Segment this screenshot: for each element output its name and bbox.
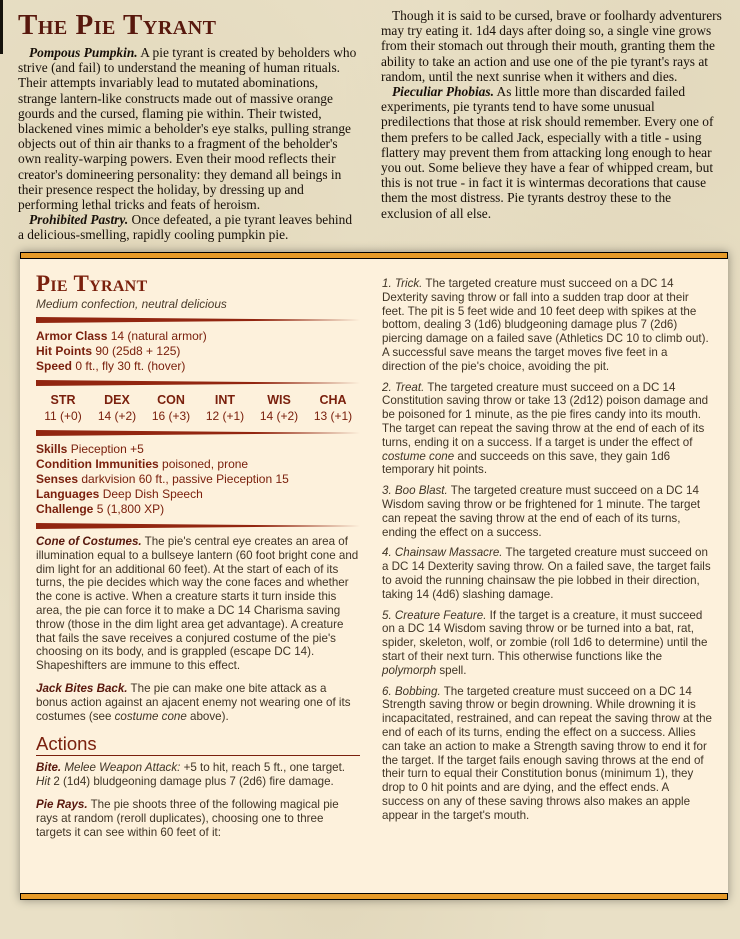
- creature-name: Pie Tyrant: [36, 271, 148, 296]
- challenge-line: Challenge 5 (1,800 XP): [36, 502, 165, 516]
- paragraph-text: As little more than discarded failed experiments, pie tyrants tend to have some unusual predilections that those at risk should remember. Every one of them prefers to be called Jack, especially with a title - using flattery may prevent them from attacking long enough to hear you out. Some believe they have a fear of whipped cream, but this is not true - in fact it is wintermas decorations that cause them the most distress. Pie tyrants destroy these to the exclusion of all else.: [381, 84, 714, 221]
- tapered-divider: [36, 523, 360, 529]
- statblock-body: [20, 259, 728, 893]
- creature-type-line: Medium confection, neutral delicious: [36, 297, 227, 311]
- statblock-bottom-bar: [20, 893, 728, 900]
- monster-statblock: [20, 252, 728, 900]
- intro-paragraph: [18, 212, 359, 242]
- intro-paragraph: [381, 8, 722, 84]
- ability-dex: DEX 14 (+2): [97, 393, 137, 423]
- tapered-divider: [36, 430, 360, 436]
- paragraph-text: Though it is said to be cursed, brave or foolhardy adventurers may try eating it. 1d4 days after doing so, a single vine grows from their stomach out through their mouth, granting them the ability to take an action and use one of the pie tyrant's rays at random, until the next sunrise when it withers and dies.: [381, 8, 722, 84]
- action-bite: Bite. Melee Weapon Attack: +5 to hit, reach 5 ft., one target. Hit 2 (1d4) bludgeoning damage plus 7 (2d6) fire damage.: [36, 761, 346, 789]
- paragraph-lead: Pompous Pumpkin.: [29, 45, 138, 60]
- ray-trick: 1. Trick. The targeted creature must succeed on a DC 14 Dexterity saving throw or fall into a sudden trap door at their feet. The pit is 5 feet wide and 10 feet deep with spikes at the bottom, dealing 3 (1d6) bludgeoning damage plus 7 (2d6) piercing damage on a failed save (Athletics DC 10 to climb out). A successful save means the target moves five feet in a direction of the pie's choice, avoiding the pit.: [382, 277, 709, 373]
- ray-creature-feature: 5. Creature Feature. If the target is a creature, it must succeed on a DC 14 Wisdom saving throw or be turned into a bat, rat, spider, skeleton, wolf, or zombie (roll 1d6 to determine) until the start of their next turn. This otherwise functions like the polymorph spell.: [382, 608, 708, 677]
- paragraph-text: Once defeated, a pie tyrant leaves behind a delicious-smelling, rapidly cooling pumpkin pie.: [18, 212, 353, 243]
- ability-int: INT 12 (+1): [205, 393, 245, 423]
- action-pie-rays: Pie Rays. The pie shoots three of the following magical pie rays at random (reroll duplicates), choosing one to three targets it can see within 60 feet of it:: [36, 797, 339, 839]
- statblock-left-column: [36, 271, 360, 885]
- speed-line: Speed 0 ft., fly 30 ft. (hover): [36, 359, 186, 373]
- paragraph-text: A pie tyrant is created by beholders who strive (and fail) to understand the meaning of human rituals. Their attempts invariably lead to mutated abominations, strange lantern-like constructs made out of massive orange gourds and the cursed, flaming pie within. Their twisted, blackened vines mimic a beholder's eye stalks, pulling strange objects out of thin air thanks to a fragment of the beholder's own reality-warping powers. Even their mood reflects their creator's domineering personality: they demand all beings in their presence respect the holiday, by dressing up and performing lethal tricks and feats of heroism.: [18, 45, 357, 213]
- page-title: The Pie Tyrant: [18, 9, 217, 41]
- ability-cha: CHA 13 (+1): [313, 393, 353, 423]
- scan-edge-artifact: [0, 0, 3, 54]
- senses-line: Senses darkvision 60 ft., passive Pieception 15: [36, 472, 289, 486]
- intro-paragraph: [18, 45, 359, 212]
- intro-paragraph: [381, 84, 722, 221]
- languages-line: Languages Deep Dish Speech: [36, 487, 203, 501]
- armor-class-line: Armor Class 14 (natural armor): [36, 329, 207, 343]
- intro-left-column: [18, 8, 359, 243]
- condition-immunities-line: Condition Immunities poisoned, prone: [36, 457, 249, 471]
- ability-scores-table: [36, 392, 360, 424]
- statblock-right-column: [382, 271, 712, 885]
- ray-chainsaw-massacre: 4. Chainsaw Massacre. The targeted creature must succeed on a DC 14 Dexterity saving throw. On a failed save, the target fails to avoid the running chainsaw the pie lobbed in their direction, taking 14 (4d6) slashing damage.: [382, 546, 711, 601]
- paragraph-lead: Prohibited Pastry.: [29, 212, 129, 228]
- intro-section: [0, 0, 740, 243]
- intro-right-column: [381, 8, 722, 243]
- paragraph-lead: Pieculiar Phobias.: [392, 84, 494, 100]
- tapered-divider: [36, 380, 360, 386]
- ray-boo-blast: 3. Boo Blast. The targeted creature must succeed on a DC 14 Wisdom saving throw or be frightened for 1 minute. The target can repeat the saving throw at the end of each of its turns, ending the effect on a success.: [382, 484, 701, 539]
- ability-con: CON 16 (+3): [151, 393, 191, 423]
- statblock-top-bar: [20, 252, 728, 259]
- actions-section-header: Actions: [36, 733, 360, 756]
- skills-line: Skills Pieception +5: [36, 442, 144, 456]
- ability-wis: WIS 14 (+2): [259, 393, 299, 423]
- trait-jack-bites-back: Jack Bites Back. The pie can make one bite attack as a bonus action against an ajacent enemy not wearing one of its costumes (see costume cone above).: [36, 681, 351, 723]
- trait-cone-of-costumes: Cone of Costumes. The pie's central eye creates an area of illumination equal to a bullseye lantern (60 foot bright cone and dim light for an additional 60 feet). At the start of each of its turns, the pie decides which way the cone faces and whether the cone is active. When a creature starts it turn inside this area, the pie can force it to make a DC 14 Charisma saving throw (those in the dim light area get advantage). A creature that fails the save receives a conjured costume of the pie's choosing on its body, and is grappled (escape DC 14). Shapeshifters are immune to this effect.: [36, 535, 359, 673]
- ray-treat: 2. Treat. The targeted creature must succeed on a DC 14 Constitution saving throw or take 13 (2d12) poison damage and be poisoned for 1 minute, as the pie fires candy into its mouth. The target can repeat the saving throw at the end of each of its turns, ending it on a success. If a target is under the effect of costume cone and succeeds on this save, they gain 1d6 temporary hit points.: [382, 380, 709, 477]
- ray-bobbing: 6. Bobbing. The targeted creature must succeed on a DC 14 Strength saving throw or begin drowning. While drowning it is incapacitated, restrained, and can repeat the saving throw at the end of each of its turns, ending the effect on a success. Allies can take an action to make a Strength saving throw to end it for the target. If the target fails enough saving throws at the end of their turn to equal their Constitution bonus (minimum 1), they drop to 0 hit points and are dying, and the effect ends. A success on any of these saving throws also makes an apple appear in the target's mouth.: [382, 684, 713, 822]
- tapered-divider: [36, 317, 360, 323]
- ability-str: STR 11 (+0): [44, 393, 82, 423]
- hit-points-line: Hit Points 90 (25d8 + 125): [36, 344, 181, 358]
